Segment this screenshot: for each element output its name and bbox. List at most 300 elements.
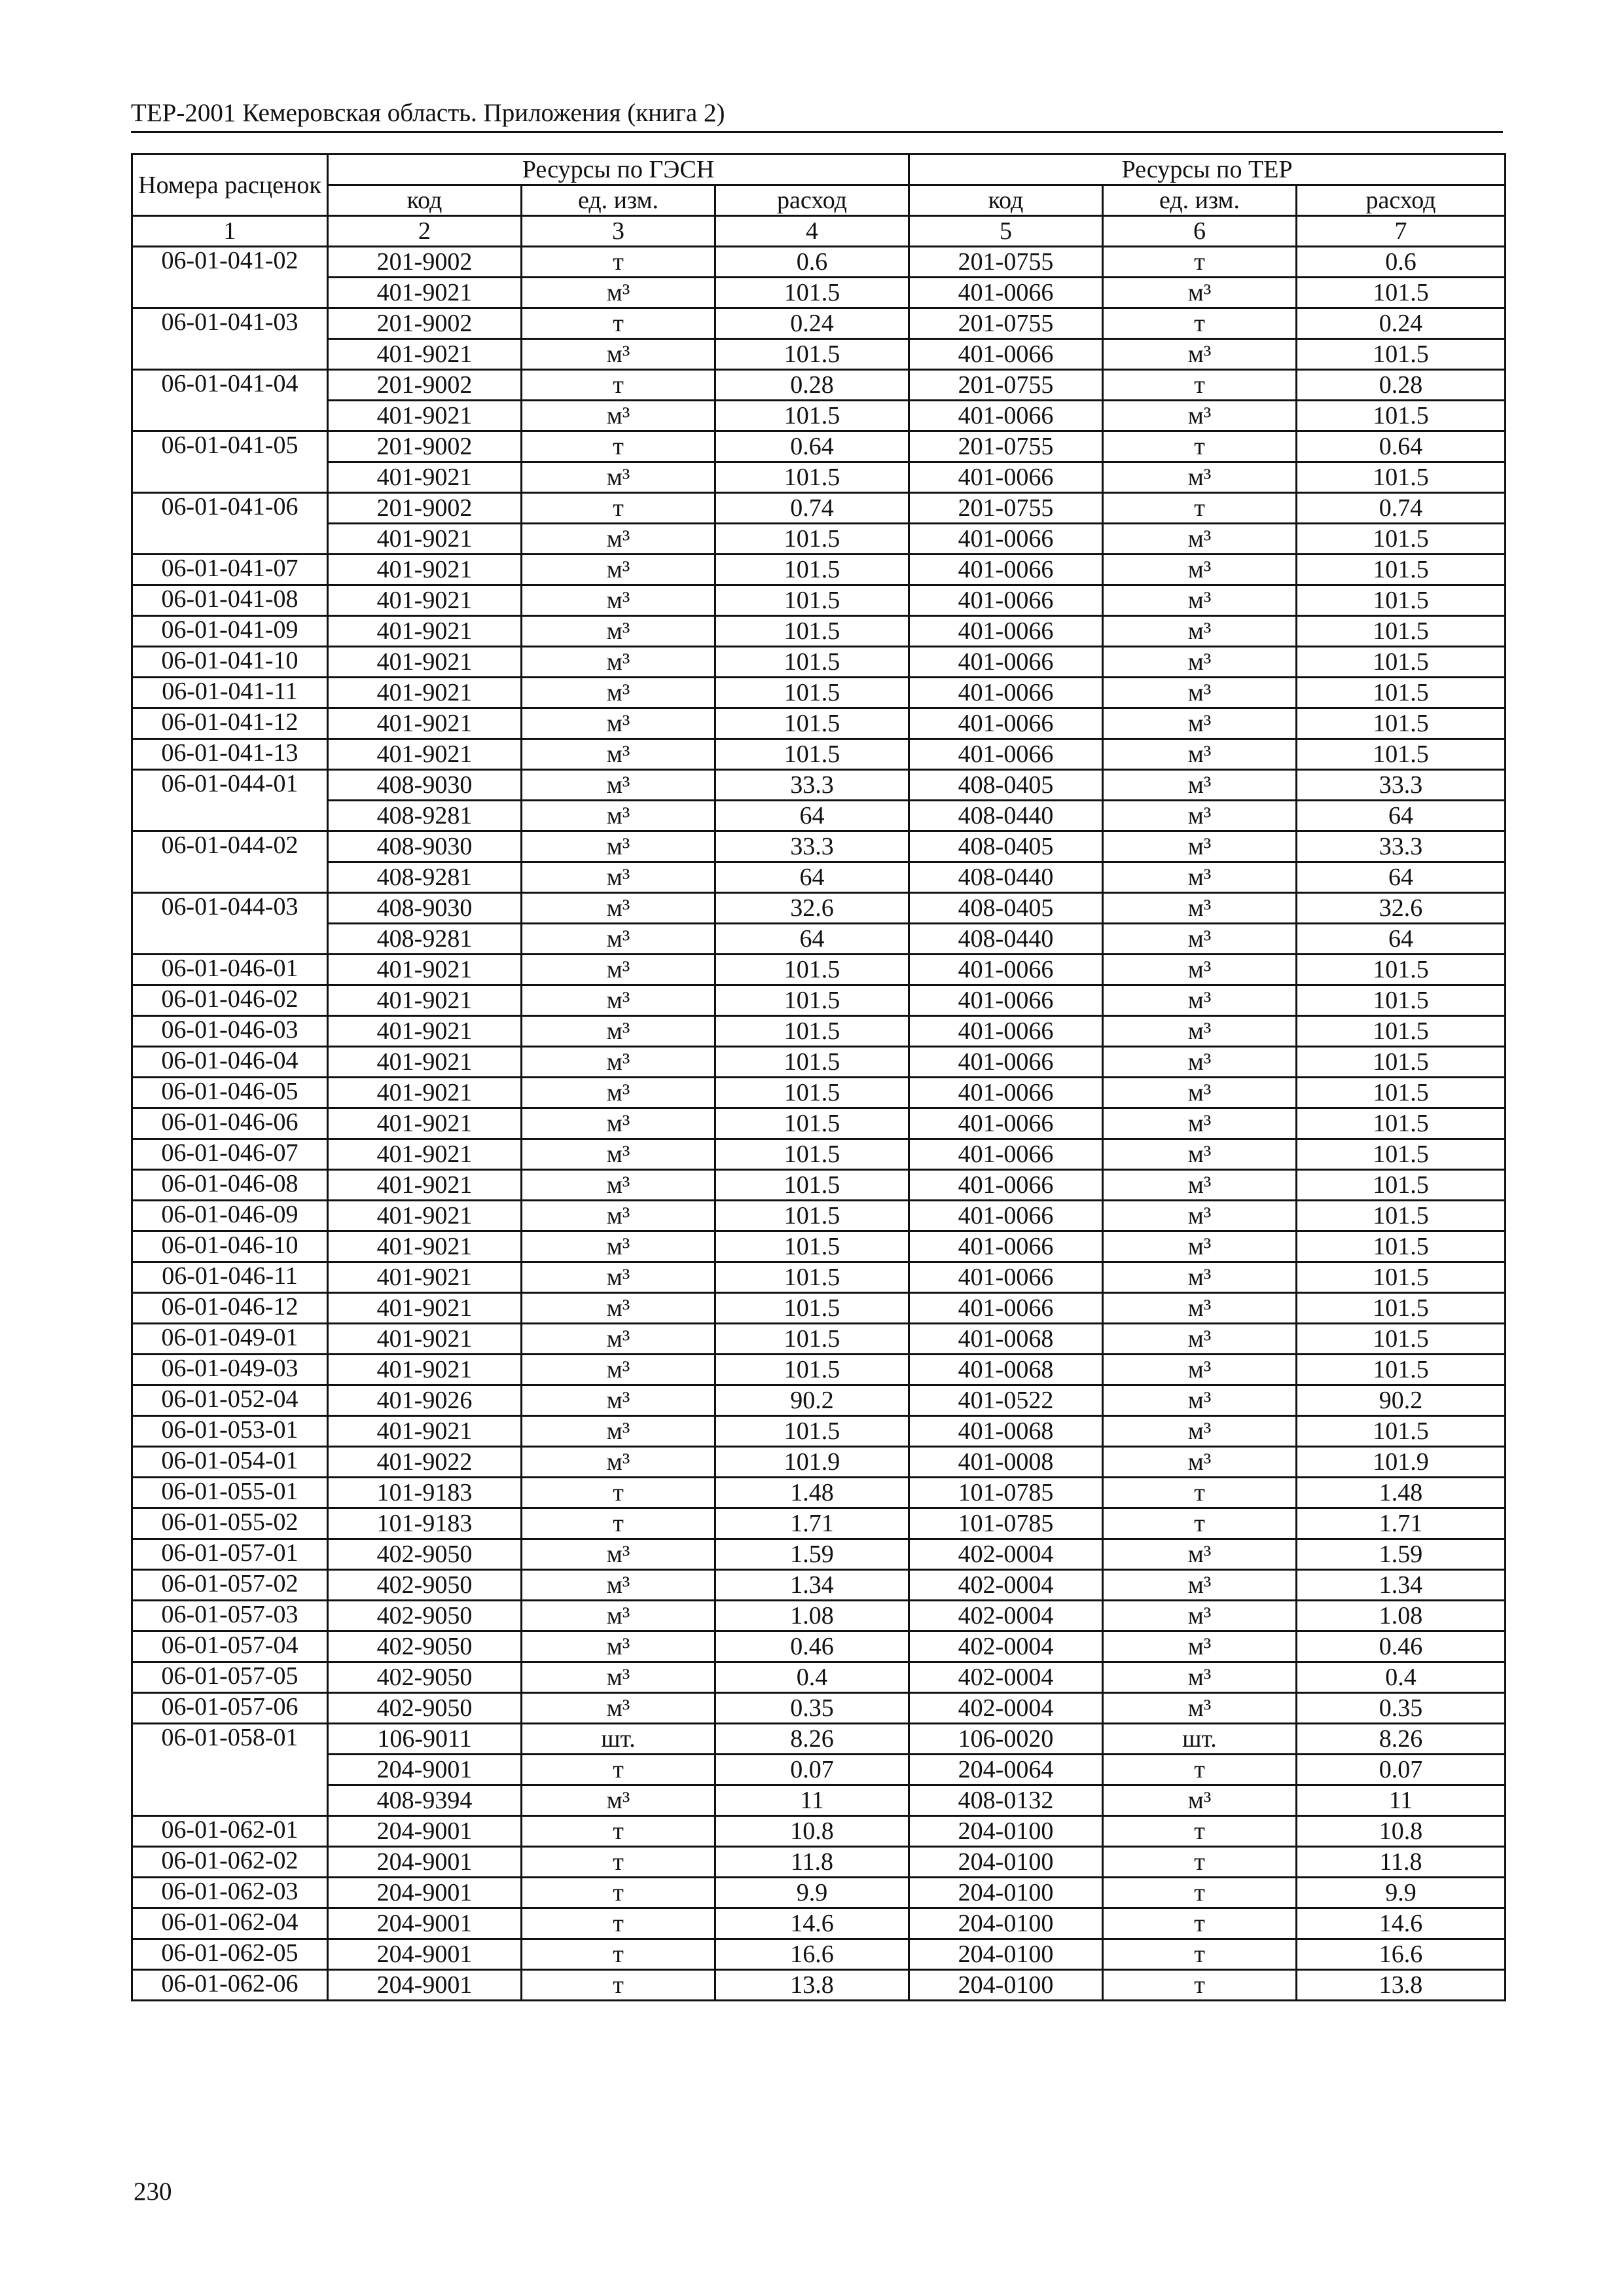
ter-code-cell: 401-0066 [909, 955, 1103, 985]
rate-number-cell: 06-01-046-04 [132, 1047, 328, 1078]
gesn-amount-cell: 101.5 [715, 1078, 909, 1108]
ter-amount-cell: 0.24 [1297, 308, 1506, 339]
gesn-unit-cell: т [522, 1908, 715, 1939]
rate-number-cell: 06-01-057-05 [132, 1662, 328, 1693]
ter-amount-cell: 101.5 [1297, 1016, 1506, 1047]
gesn-unit-cell: т [522, 1508, 715, 1539]
ter-amount-cell: 0.07 [1297, 1755, 1506, 1785]
ter-amount-cell: 101.5 [1297, 1170, 1506, 1201]
ter-amount-cell: 101.5 [1297, 339, 1506, 370]
ter-unit-cell: м³ [1103, 1047, 1297, 1078]
gesn-amount-cell: 1.59 [715, 1539, 909, 1570]
gesn-unit-cell: т [522, 1878, 715, 1908]
ter-code-cell: 401-0066 [909, 462, 1103, 493]
gesn-amount-cell: 13.8 [715, 1970, 909, 2001]
ter-code-cell: 401-0522 [909, 1385, 1103, 1416]
gesn-code-cell: 204-9001 [328, 1970, 522, 2001]
gesn-unit-cell: т [522, 1939, 715, 1970]
ter-code-cell: 401-0066 [909, 524, 1103, 555]
gesn-code-cell: 402-9050 [328, 1631, 522, 1662]
header-row-sub [132, 185, 1506, 216]
table-row [132, 1047, 1506, 1078]
gesn-unit-cell: м³ [522, 1785, 715, 1816]
ter-code-cell: 402-0004 [909, 1693, 1103, 1724]
table-row [132, 831, 1506, 862]
gesn-code-cell: 401-9021 [328, 401, 522, 431]
ter-unit-cell: т [1103, 1847, 1297, 1878]
gesn-amount-cell: 0.64 [715, 431, 909, 462]
ter-code-cell: 401-0066 [909, 401, 1103, 431]
ter-amount-cell: 0.46 [1297, 1631, 1506, 1662]
resource-table [131, 153, 1506, 2001]
gesn-code-cell: 401-9021 [328, 339, 522, 370]
gesn-amount-cell: 101.5 [715, 401, 909, 431]
table-row [132, 647, 1506, 678]
gesn-code-cell: 401-9022 [328, 1447, 522, 1478]
gesn-amount-cell: 101.5 [715, 1262, 909, 1293]
ter-code-cell: 204-0100 [909, 1816, 1103, 1847]
gesn-unit-cell: т [522, 1847, 715, 1878]
gesn-unit-cell: м³ [522, 1262, 715, 1293]
gesn-code-cell: 401-9021 [328, 616, 522, 647]
ter-code-cell: 204-0100 [909, 1908, 1103, 1939]
ter-unit-cell: м³ [1103, 1139, 1297, 1170]
gesn-code-cell: 408-9030 [328, 893, 522, 924]
ter-amount-cell: 33.3 [1297, 831, 1506, 862]
ter-unit-cell: м³ [1103, 1693, 1297, 1724]
gesn-unit-cell: м³ [522, 1170, 715, 1201]
table-row [132, 1662, 1506, 1693]
ter-code-cell: 401-0066 [909, 1293, 1103, 1324]
gesn-unit-cell: м³ [522, 985, 715, 1016]
rate-number-cell: 06-01-046-02 [132, 985, 328, 1016]
ter-code-cell: 401-0066 [909, 1139, 1103, 1170]
gesn-amount-cell: 1.08 [715, 1601, 909, 1631]
header-ter-resources: Ресурсы по ТЕР [909, 155, 1506, 185]
ter-amount-cell: 64 [1297, 924, 1506, 955]
ter-amount-cell: 101.5 [1297, 524, 1506, 555]
ter-code-cell: 401-0068 [909, 1324, 1103, 1355]
rate-number-cell: 06-01-054-01 [132, 1447, 328, 1478]
rate-number-cell: 06-01-062-01 [132, 1816, 328, 1847]
gesn-code-cell: 401-9021 [328, 1108, 522, 1139]
gesn-unit-cell: м³ [522, 1662, 715, 1693]
gesn-amount-cell: 10.8 [715, 1816, 909, 1847]
gesn-unit-cell: м³ [522, 1570, 715, 1601]
gesn-unit-cell: м³ [522, 278, 715, 308]
gesn-unit-cell: т [522, 1970, 715, 2001]
gesn-code-cell: 401-9021 [328, 708, 522, 739]
gesn-unit-cell: м³ [522, 862, 715, 893]
ter-unit-cell: м³ [1103, 1631, 1297, 1662]
ter-amount-cell: 13.8 [1297, 1970, 1506, 2001]
gesn-amount-cell: 101.5 [715, 616, 909, 647]
ter-amount-cell: 101.5 [1297, 1324, 1506, 1355]
ter-unit-cell: м³ [1103, 708, 1297, 739]
header-gesn-resources: Ресурсы по ГЭСН [328, 155, 909, 185]
gesn-code-cell: 401-9021 [328, 1201, 522, 1231]
table-row [132, 1293, 1506, 1324]
table-row [132, 1201, 1506, 1231]
ter-amount-cell: 101.5 [1297, 585, 1506, 616]
gesn-code-cell: 408-9030 [328, 831, 522, 862]
ter-amount-cell: 101.5 [1297, 1047, 1506, 1078]
rate-number-cell: 06-01-062-05 [132, 1939, 328, 1970]
ter-code-cell: 408-0440 [909, 924, 1103, 955]
table-row [132, 493, 1506, 524]
ter-code-cell: 401-0066 [909, 985, 1103, 1016]
table-row [132, 1755, 1506, 1785]
rate-number-cell: 06-01-041-11 [132, 678, 328, 708]
rate-number-cell: 06-01-057-01 [132, 1539, 328, 1570]
gesn-code-cell: 402-9050 [328, 1693, 522, 1724]
gesn-amount-cell: 101.5 [715, 1139, 909, 1170]
header-rate-numbers: Номера расценок [132, 155, 328, 216]
ter-unit-cell: м³ [1103, 862, 1297, 893]
rate-number-cell: 06-01-046-11 [132, 1262, 328, 1293]
gesn-code-cell: 401-9021 [328, 678, 522, 708]
gesn-code-cell: 402-9050 [328, 1539, 522, 1570]
page-number: 230 [134, 2178, 172, 2206]
gesn-amount-cell: 11 [715, 1785, 909, 1816]
ter-code-cell: 408-0440 [909, 862, 1103, 893]
rate-number-cell: 06-01-049-03 [132, 1355, 328, 1385]
ter-code-cell: 401-0066 [909, 555, 1103, 585]
rate-number-cell: 06-01-046-09 [132, 1201, 328, 1231]
gesn-amount-cell: 0.35 [715, 1693, 909, 1724]
ter-unit-cell: м³ [1103, 1078, 1297, 1108]
ter-unit-cell: м³ [1103, 555, 1297, 585]
ter-code-cell: 204-0100 [909, 1878, 1103, 1908]
gesn-unit-cell: м³ [522, 678, 715, 708]
gesn-unit-cell: м³ [522, 1016, 715, 1047]
table-row [132, 893, 1506, 924]
table-row [132, 339, 1506, 370]
ter-unit-cell: т [1103, 1970, 1297, 2001]
rate-number-cell: 06-01-062-06 [132, 1970, 328, 2001]
gesn-amount-cell: 64 [715, 862, 909, 893]
header-ter-unit: ед. изм. [1103, 185, 1297, 216]
gesn-unit-cell: м³ [522, 1324, 715, 1355]
ter-amount-cell: 1.34 [1297, 1570, 1506, 1601]
gesn-unit-cell: м³ [522, 1108, 715, 1139]
ter-amount-cell: 8.26 [1297, 1724, 1506, 1755]
rate-number-cell: 06-01-041-08 [132, 585, 328, 616]
gesn-code-cell: 401-9021 [328, 1170, 522, 1201]
rate-number-cell: 06-01-057-02 [132, 1570, 328, 1601]
table-row [132, 1570, 1506, 1601]
gesn-code-cell: 401-9021 [328, 1324, 522, 1355]
ter-code-cell: 408-0405 [909, 831, 1103, 862]
table-row [132, 1785, 1506, 1816]
ter-amount-cell: 101.5 [1297, 1293, 1506, 1324]
table-row [132, 308, 1506, 339]
gesn-amount-cell: 9.9 [715, 1878, 909, 1908]
ter-amount-cell: 9.9 [1297, 1878, 1506, 1908]
gesn-unit-cell: т [522, 431, 715, 462]
gesn-amount-cell: 64 [715, 801, 909, 831]
ter-amount-cell: 11.8 [1297, 1847, 1506, 1878]
ter-amount-cell: 1.59 [1297, 1539, 1506, 1570]
gesn-unit-cell: м³ [522, 339, 715, 370]
table-row [132, 616, 1506, 647]
ter-code-cell: 408-0405 [909, 770, 1103, 801]
running-header: ТЕР-2001 Кемеровская область. Приложения (книга 2) [131, 99, 725, 127]
ter-amount-cell: 64 [1297, 801, 1506, 831]
ter-unit-cell: т [1103, 308, 1297, 339]
ter-unit-cell: м³ [1103, 278, 1297, 308]
gesn-code-cell: 401-9021 [328, 1078, 522, 1108]
ter-amount-cell: 10.8 [1297, 1816, 1506, 1847]
ter-amount-cell: 0.64 [1297, 431, 1506, 462]
ter-unit-cell: м³ [1103, 801, 1297, 831]
ter-amount-cell: 14.6 [1297, 1908, 1506, 1939]
table-row [132, 1324, 1506, 1355]
ter-unit-cell: т [1103, 1755, 1297, 1785]
rate-number-cell: 06-01-052-04 [132, 1385, 328, 1416]
table-row [132, 1631, 1506, 1662]
table-row [132, 1016, 1506, 1047]
ter-code-cell: 201-0755 [909, 370, 1103, 401]
ter-code-cell: 401-0066 [909, 647, 1103, 678]
gesn-unit-cell: т [522, 370, 715, 401]
ter-amount-cell: 1.08 [1297, 1601, 1506, 1631]
gesn-code-cell: 401-9021 [328, 1139, 522, 1170]
rate-number-cell: 06-01-046-01 [132, 955, 328, 985]
ter-unit-cell: м³ [1103, 1416, 1297, 1447]
gesn-amount-cell: 101.5 [715, 555, 909, 585]
gesn-code-cell: 401-9021 [328, 1047, 522, 1078]
rate-number-cell: 06-01-044-03 [132, 893, 328, 955]
gesn-unit-cell: м³ [522, 1601, 715, 1631]
gesn-code-cell: 101-9183 [328, 1508, 522, 1539]
ter-code-cell: 402-0004 [909, 1662, 1103, 1693]
table-row [132, 1078, 1506, 1108]
rate-number-cell: 06-01-055-02 [132, 1508, 328, 1539]
gesn-code-cell: 401-9021 [328, 1355, 522, 1385]
table-row [132, 1416, 1506, 1447]
ter-unit-cell: м³ [1103, 1262, 1297, 1293]
ter-amount-cell: 101.5 [1297, 401, 1506, 431]
ter-code-cell: 204-0100 [909, 1939, 1103, 1970]
table-row [132, 462, 1506, 493]
rate-number-cell: 06-01-041-10 [132, 647, 328, 678]
ter-amount-cell: 11 [1297, 1785, 1506, 1816]
gesn-code-cell: 204-9001 [328, 1878, 522, 1908]
ter-code-cell: 401-0066 [909, 678, 1103, 708]
gesn-unit-cell: м³ [522, 1047, 715, 1078]
ter-code-cell: 401-0008 [909, 1447, 1103, 1478]
table-row [132, 678, 1506, 708]
gesn-code-cell: 401-9021 [328, 555, 522, 585]
ter-amount-cell: 33.3 [1297, 770, 1506, 801]
gesn-unit-cell: т [522, 1478, 715, 1508]
ter-code-cell: 401-0066 [909, 739, 1103, 770]
ter-unit-cell: м³ [1103, 1324, 1297, 1355]
ter-unit-cell: м³ [1103, 1447, 1297, 1478]
ter-amount-cell: 101.5 [1297, 708, 1506, 739]
gesn-unit-cell: т [522, 247, 715, 278]
table-row [132, 1816, 1506, 1847]
gesn-amount-cell: 101.5 [715, 955, 909, 985]
ter-code-cell: 401-0066 [909, 1078, 1103, 1108]
gesn-code-cell: 402-9050 [328, 1662, 522, 1693]
gesn-amount-cell: 101.5 [715, 985, 909, 1016]
gesn-code-cell: 401-9021 [328, 1416, 522, 1447]
header-row-groups [132, 155, 1506, 185]
gesn-amount-cell: 101.5 [715, 1170, 909, 1201]
gesn-code-cell: 101-9183 [328, 1478, 522, 1508]
gesn-unit-cell: м³ [522, 1139, 715, 1170]
ter-unit-cell: м³ [1103, 585, 1297, 616]
ter-unit-cell: т [1103, 1508, 1297, 1539]
table-row [132, 955, 1506, 985]
ter-code-cell: 401-0066 [909, 616, 1103, 647]
ter-unit-cell: т [1103, 247, 1297, 278]
ter-amount-cell: 101.5 [1297, 462, 1506, 493]
gesn-amount-cell: 101.5 [715, 1231, 909, 1262]
rate-number-cell: 06-01-057-04 [132, 1631, 328, 1662]
gesn-amount-cell: 101.5 [715, 1416, 909, 1447]
table-row [132, 1908, 1506, 1939]
gesn-unit-cell: т [522, 308, 715, 339]
table-row [132, 401, 1506, 431]
ter-amount-cell: 0.4 [1297, 1662, 1506, 1693]
rate-number-cell: 06-01-044-02 [132, 831, 328, 893]
gesn-amount-cell: 1.48 [715, 1478, 909, 1508]
gesn-amount-cell: 101.5 [715, 524, 909, 555]
gesn-amount-cell: 101.9 [715, 1447, 909, 1478]
table-row [132, 770, 1506, 801]
rate-number-cell: 06-01-046-12 [132, 1293, 328, 1324]
gesn-unit-cell: м³ [522, 708, 715, 739]
ter-code-cell: 401-0068 [909, 1416, 1103, 1447]
rate-number-cell: 06-01-041-06 [132, 493, 328, 555]
rate-number-cell: 06-01-046-07 [132, 1139, 328, 1170]
rate-number-cell: 06-01-041-02 [132, 247, 328, 308]
gesn-unit-cell: м³ [522, 1078, 715, 1108]
ter-unit-cell: т [1103, 1939, 1297, 1970]
table-body [132, 247, 1506, 2001]
ter-amount-cell: 101.5 [1297, 1139, 1506, 1170]
ter-amount-cell: 101.5 [1297, 555, 1506, 585]
table-row [132, 247, 1506, 278]
table-row [132, 1385, 1506, 1416]
column-index: 7 [1297, 216, 1506, 247]
header-gesn-unit: ед. изм. [522, 185, 715, 216]
gesn-unit-cell: м³ [522, 831, 715, 862]
gesn-unit-cell: т [522, 1816, 715, 1847]
rate-number-cell: 06-01-049-01 [132, 1324, 328, 1355]
ter-unit-cell: м³ [1103, 1231, 1297, 1262]
gesn-code-cell: 401-9021 [328, 647, 522, 678]
ter-unit-cell: м³ [1103, 1570, 1297, 1601]
ter-amount-cell: 101.5 [1297, 1355, 1506, 1385]
ter-amount-cell: 101.5 [1297, 1108, 1506, 1139]
gesn-code-cell: 401-9026 [328, 1385, 522, 1416]
ter-unit-cell: м³ [1103, 1785, 1297, 1816]
gesn-code-cell: 106-9011 [328, 1724, 522, 1755]
ter-unit-cell: м³ [1103, 1662, 1297, 1693]
ter-unit-cell: шт. [1103, 1724, 1297, 1755]
rate-number-cell: 06-01-055-01 [132, 1478, 328, 1508]
table-row [132, 1970, 1506, 2001]
gesn-code-cell: 401-9021 [328, 1293, 522, 1324]
rate-number-cell: 06-01-062-04 [132, 1908, 328, 1939]
ter-code-cell: 401-0066 [909, 1016, 1103, 1047]
ter-amount-cell: 32.6 [1297, 893, 1506, 924]
ter-amount-cell: 101.9 [1297, 1447, 1506, 1478]
ter-unit-cell: т [1103, 1878, 1297, 1908]
ter-code-cell: 401-0066 [909, 1108, 1103, 1139]
column-index: 3 [522, 216, 715, 247]
ter-unit-cell: м³ [1103, 462, 1297, 493]
gesn-code-cell: 201-9002 [328, 431, 522, 462]
table-row [132, 1508, 1506, 1539]
header-ter-amount: расход [1297, 185, 1506, 216]
gesn-unit-cell: м³ [522, 1631, 715, 1662]
ter-unit-cell: м³ [1103, 616, 1297, 647]
table-row [132, 370, 1506, 401]
table-row [132, 1693, 1506, 1724]
gesn-unit-cell: м³ [522, 401, 715, 431]
ter-amount-cell: 101.5 [1297, 647, 1506, 678]
ter-code-cell: 204-0100 [909, 1970, 1103, 2001]
gesn-code-cell: 401-9021 [328, 1016, 522, 1047]
rate-number-cell: 06-01-046-06 [132, 1108, 328, 1139]
header-rule [131, 131, 1503, 133]
ter-amount-cell: 0.28 [1297, 370, 1506, 401]
gesn-amount-cell: 0.28 [715, 370, 909, 401]
rate-number-cell: 06-01-041-09 [132, 616, 328, 647]
gesn-amount-cell: 101.5 [715, 678, 909, 708]
gesn-unit-cell: м³ [522, 1293, 715, 1324]
gesn-amount-cell: 0.74 [715, 493, 909, 524]
gesn-unit-cell: м³ [522, 1539, 715, 1570]
column-index: 5 [909, 216, 1103, 247]
gesn-amount-cell: 0.07 [715, 1755, 909, 1785]
ter-unit-cell: т [1103, 1908, 1297, 1939]
ter-code-cell: 402-0004 [909, 1539, 1103, 1570]
table-row [132, 1108, 1506, 1139]
table-row [132, 1170, 1506, 1201]
table-row [132, 1601, 1506, 1631]
ter-code-cell: 201-0755 [909, 247, 1103, 278]
table-row [132, 1478, 1506, 1508]
gesn-unit-cell: шт. [522, 1724, 715, 1755]
table-row [132, 1231, 1506, 1262]
ter-unit-cell: м³ [1103, 524, 1297, 555]
header-gesn-amount: расход [715, 185, 909, 216]
rate-number-cell: 06-01-041-12 [132, 708, 328, 739]
gesn-code-cell: 408-9281 [328, 801, 522, 831]
gesn-code-cell: 401-9021 [328, 278, 522, 308]
ter-unit-cell: м³ [1103, 831, 1297, 862]
gesn-code-cell: 401-9021 [328, 585, 522, 616]
ter-amount-cell: 0.74 [1297, 493, 1506, 524]
table-row [132, 278, 1506, 308]
gesn-unit-cell: т [522, 493, 715, 524]
ter-amount-cell: 90.2 [1297, 1385, 1506, 1416]
gesn-amount-cell: 101.5 [715, 1355, 909, 1385]
ter-code-cell: 401-0066 [909, 1201, 1103, 1231]
gesn-code-cell: 408-9030 [328, 770, 522, 801]
rate-number-cell: 06-01-053-01 [132, 1416, 328, 1447]
ter-code-cell: 201-0755 [909, 493, 1103, 524]
gesn-amount-cell: 11.8 [715, 1847, 909, 1878]
header-ter-code: код [909, 185, 1103, 216]
ter-amount-cell: 16.6 [1297, 1939, 1506, 1970]
